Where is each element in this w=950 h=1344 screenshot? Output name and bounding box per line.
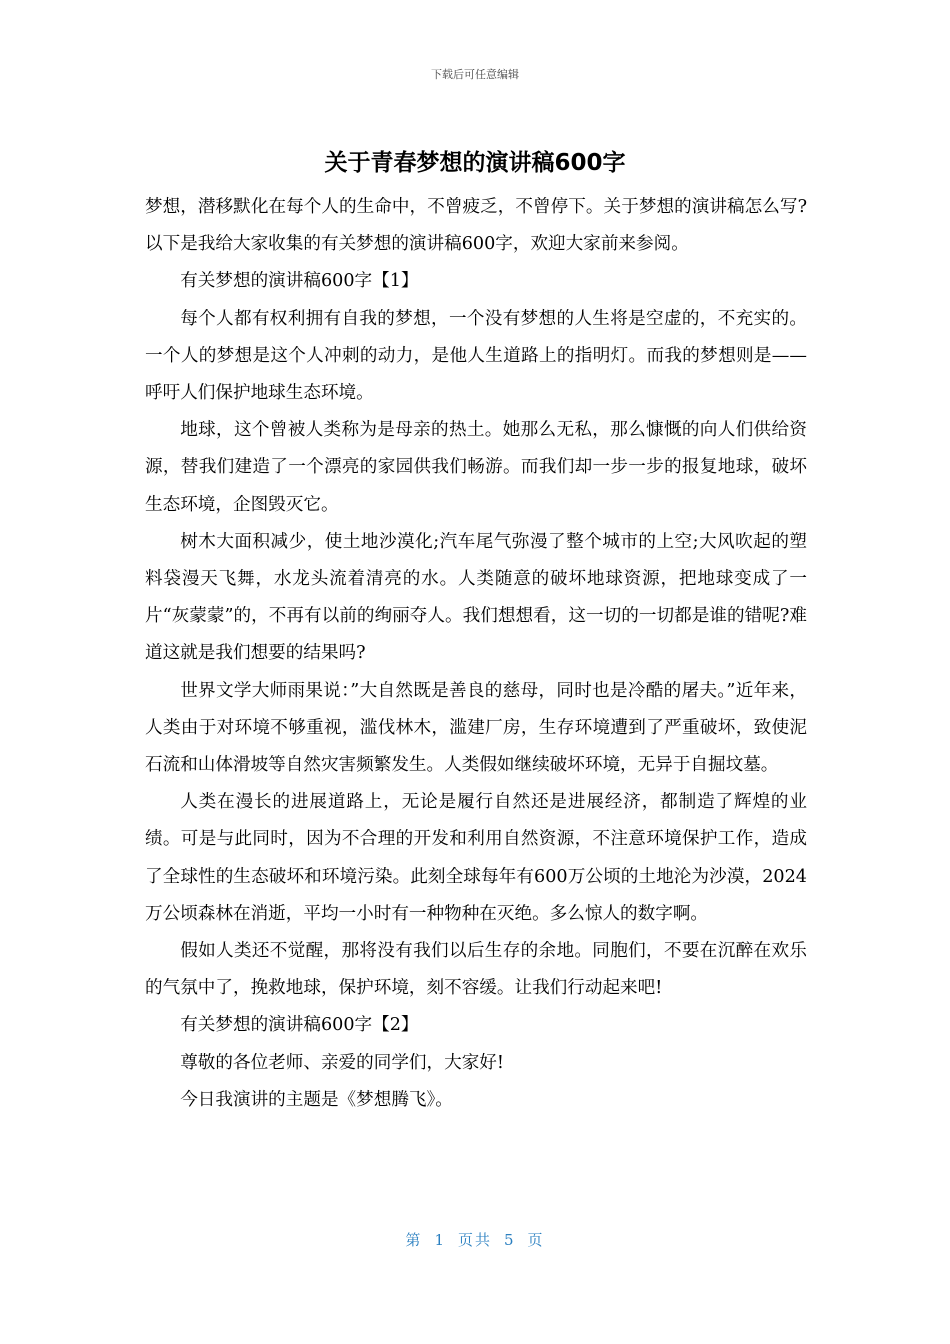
document-body bbox=[145, 189, 807, 1119]
paragraph: 世界文学大师雨果说：”大自然既是善良的慈母，同时也是冷酷的屠夫。”近年来，人类由于对环境不够重视，滥伐林木，滥建厂房，生存环境遭到了严重破坏，致使泥石流和山体滑坡等自然灾害频繁发生。人类假如继续破坏环境，无异于自掘坟墓。 bbox=[145, 680, 807, 776]
document-title: 关于青春梦想的演讲稿600字 bbox=[324, 150, 626, 176]
paragraph: 地球，这个曾被人类称为是母亲的热土。她那么无私，那么慷慨的向人们供给资源，替我们建造了一个漂亮的家园供我们畅游。而我们却一步一步的报复地球，破坏生态环境，企图毁灭它。 bbox=[145, 420, 807, 515]
footer-prefix: 第 bbox=[405, 1231, 423, 1249]
footer-total-pages: 5 bbox=[504, 1231, 516, 1249]
paragraph: 今日我演讲的主题是《梦想腾飞》。 bbox=[180, 1089, 453, 1110]
paragraph: 尊敬的各位老师、亲爱的同学们，大家好! bbox=[180, 1052, 504, 1073]
footer-middle: 页共 bbox=[457, 1231, 492, 1249]
page-footer bbox=[0, 1229, 950, 1250]
paragraph: 人类在漫长的进展道路上，无论是履行自然还是进展经济，都制造了辉煌的业绩。可是与此同时，因为不合理的开发和利用自然资源，不注意环境保护工作，造成了全球性的生态破坏和环境污染。此刻全球每年有600万公顷的土地沦为沙漠，2024万公顷森林在消逝，平均一小时有一种物种在灭绝。多么惊人的数字啊。 bbox=[145, 792, 807, 924]
paragraph: 每个人都有权利拥有自我的梦想，一个没有梦想的人生将是空虚的，不充实的。一个人的梦想是这个人冲刺的动力，是他人生道路上的指明灯。而我的梦想则是——呼吁人们保护地球生态环境。 bbox=[145, 308, 807, 404]
section-heading-1: 有关梦想的演讲稿600字【1】 bbox=[180, 271, 419, 292]
footer-suffix: 页 bbox=[527, 1231, 545, 1249]
paragraph: 假如人类还不觉醒，那将没有我们以后生存的余地。同胞们，不要在沉醉在欢乐的气氛中了，挽救地球，保护环境，刻不容缓。让我们行动起来吧! bbox=[145, 941, 807, 999]
paragraph: 树木大面积减少，使土地沙漠化;汽车尾气弥漫了整个城市的上空;大风吹起的塑料袋漫天飞舞，水龙头流着清亮的水。人类随意的破坏地球资源，把地球变成了一片“灰蒙蒙”的，不再有以前的绚丽夺人。我们想想看，这一切的一切都是谁的错呢?难道这就是我们想要的结果吗? bbox=[145, 531, 807, 664]
paragraph-intro: 梦想，潜移默化在每个人的生命中，不曾疲乏，不曾停下。关于梦想的演讲稿怎么写?以下是我给大家收集的有关梦想的演讲稿600字，欢迎大家前来参阅。 bbox=[145, 197, 807, 255]
header-note: 下载后可任意编辑 bbox=[431, 68, 519, 81]
section-heading-2: 有关梦想的演讲稿600字【2】 bbox=[180, 1015, 419, 1036]
footer-page-number: 1 bbox=[434, 1231, 446, 1249]
